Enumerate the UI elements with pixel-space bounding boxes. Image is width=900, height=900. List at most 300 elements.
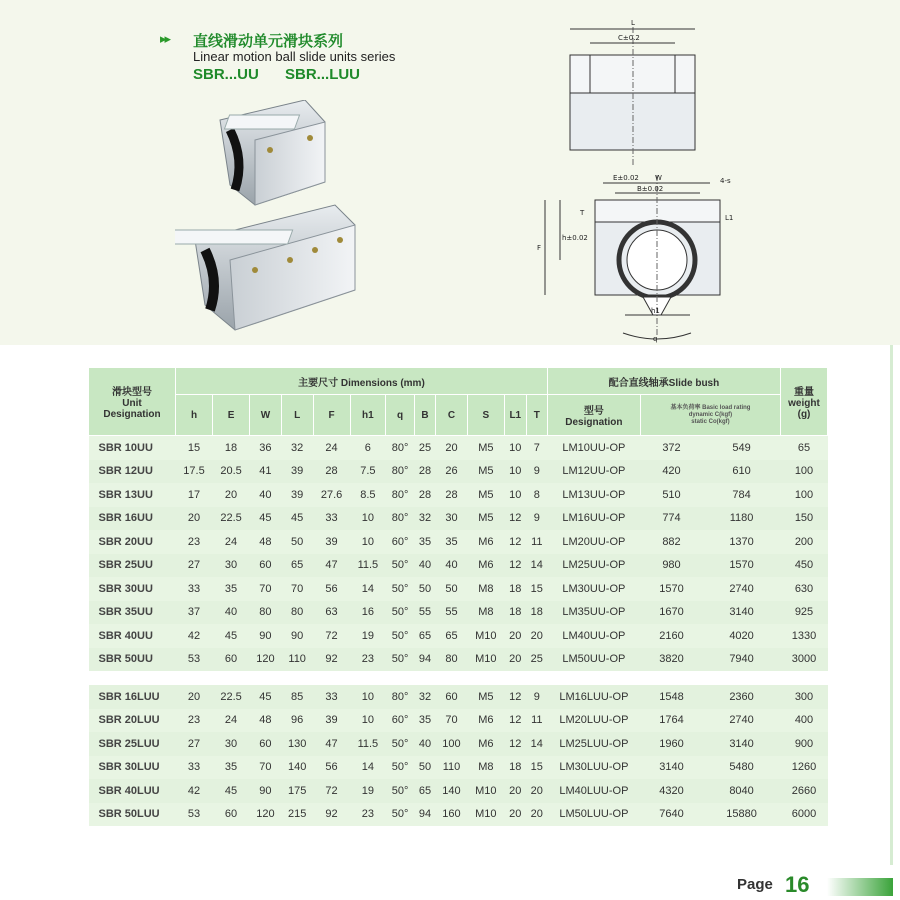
table-cell: LM30LUU-OP xyxy=(547,756,640,780)
table-cell: 63 xyxy=(313,601,350,625)
table-cell: 4020 xyxy=(703,624,781,648)
table-cell: 39 xyxy=(281,483,313,507)
table-cell: 72 xyxy=(313,624,350,648)
table-cell: 882 xyxy=(640,530,702,554)
table-cell: 90 xyxy=(281,624,313,648)
table-cell: 92 xyxy=(313,803,350,827)
table-cell: 42 xyxy=(176,624,213,648)
col-model xyxy=(89,368,176,436)
table-row xyxy=(89,803,828,827)
table-cell: M5 xyxy=(467,507,504,531)
table-cell: 20 xyxy=(176,685,213,709)
table-cell: LM20UU-OP xyxy=(547,530,640,554)
table-cell: 55 xyxy=(414,601,435,625)
table-cell: 450 xyxy=(781,554,828,578)
table-cell: 26 xyxy=(436,460,468,484)
table-cell: 32 xyxy=(414,507,435,531)
bush-header: 配合直线轴承Slide bush xyxy=(547,368,780,395)
col-dim-5: h1 xyxy=(350,395,386,436)
cell-model: SBR 50LUU xyxy=(89,803,176,827)
table-cell: 3140 xyxy=(703,601,781,625)
table-cell: 30 xyxy=(213,732,250,756)
table-cell: 40 xyxy=(436,554,468,578)
table-cell: 15 xyxy=(176,436,213,460)
table-cell: LM12UU-OP xyxy=(547,460,640,484)
col-model-en-1: Unit xyxy=(122,398,142,409)
table-cell: 35 xyxy=(414,709,435,733)
table-cell: 100 xyxy=(781,460,828,484)
table-cell: 3140 xyxy=(640,756,702,780)
table-cell: 35 xyxy=(213,756,250,780)
table-cell: 20 xyxy=(176,507,213,531)
table-cell: 45 xyxy=(250,685,282,709)
table-cell: 120 xyxy=(250,648,282,672)
table-cell: 65 xyxy=(281,554,313,578)
table-cell: 11.5 xyxy=(350,554,386,578)
table-cell: 41 xyxy=(250,460,282,484)
table-row xyxy=(89,648,828,672)
table-cell: 6000 xyxy=(781,803,828,827)
table-row xyxy=(89,709,828,733)
table-cell: 18 xyxy=(504,577,526,601)
col-weight-unit: (g) xyxy=(797,409,811,420)
dim-B: B±0.02 xyxy=(637,185,664,193)
cell-model: SBR 40LUU xyxy=(89,779,176,803)
table-cell: 7940 xyxy=(703,648,781,672)
table-cell: 96 xyxy=(281,709,313,733)
col-dim-6: q xyxy=(386,395,415,436)
table-cell: 19 xyxy=(350,624,386,648)
table-cell: 1260 xyxy=(781,756,828,780)
table-cell: 27.6 xyxy=(313,483,350,507)
table-cell: 900 xyxy=(781,732,828,756)
table-cell: 11 xyxy=(526,530,547,554)
cell-model: SBR 25LUU xyxy=(89,732,176,756)
table-cell: 630 xyxy=(781,577,828,601)
table-cell: 60° xyxy=(386,530,415,554)
group-spacer xyxy=(89,671,828,685)
load-rating-label: 基本负荷率 Basic load rating xyxy=(670,404,751,411)
table-cell: LM35UU-OP xyxy=(547,601,640,625)
table-cell: 20 xyxy=(504,803,526,827)
table-cell: 20 xyxy=(504,779,526,803)
cell-model: SBR 10UU xyxy=(89,436,176,460)
table-cell: 130 xyxy=(281,732,313,756)
table-cell: 40 xyxy=(414,554,435,578)
table-cell: 50 xyxy=(414,577,435,601)
table-cell: 60 xyxy=(436,685,468,709)
table-cell: 33 xyxy=(313,507,350,531)
table-cell: 42 xyxy=(176,779,213,803)
cell-model: SBR 20LUU xyxy=(89,709,176,733)
spec-table-container xyxy=(88,367,828,826)
table-cell: 2660 xyxy=(781,779,828,803)
table-cell: 784 xyxy=(703,483,781,507)
table-cell: 90 xyxy=(250,624,282,648)
table-cell: 100 xyxy=(781,483,828,507)
cell-model: SBR 35UU xyxy=(89,601,176,625)
table-cell: 65 xyxy=(414,624,435,648)
table-cell: 11 xyxy=(526,709,547,733)
table-cell: 14 xyxy=(350,756,386,780)
table-cell: 80 xyxy=(436,648,468,672)
table-cell: 17.5 xyxy=(176,460,213,484)
table-cell: 3820 xyxy=(640,648,702,672)
dims-header: 主要尺寸 Dimensions (mm) xyxy=(176,368,548,395)
page-decor-bar xyxy=(827,878,893,896)
table-cell: 4320 xyxy=(640,779,702,803)
table-cell: 10 xyxy=(350,507,386,531)
table-cell: M8 xyxy=(467,577,504,601)
table-cell: 36 xyxy=(250,436,282,460)
cell-model: SBR 50UU xyxy=(89,648,176,672)
table-cell: M6 xyxy=(467,554,504,578)
table-cell: 53 xyxy=(176,648,213,672)
table-cell: 7 xyxy=(526,436,547,460)
page-footer xyxy=(735,872,895,898)
table-cell: 27 xyxy=(176,732,213,756)
table-cell: 50° xyxy=(386,732,415,756)
table-cell: 20 xyxy=(436,436,468,460)
table-cell: 18 xyxy=(526,601,547,625)
table-cell: M6 xyxy=(467,530,504,554)
cell-model: SBR 30UU xyxy=(89,577,176,601)
table-cell: LM20LUU-OP xyxy=(547,709,640,733)
dim-L: L xyxy=(631,19,635,27)
table-cell: 925 xyxy=(781,601,828,625)
table-cell: LM50LUU-OP xyxy=(547,803,640,827)
product-photos xyxy=(175,100,395,340)
table-cell: 45 xyxy=(250,507,282,531)
table-cell: 27 xyxy=(176,554,213,578)
col-bush-model-cn: 型号 xyxy=(583,406,604,417)
page-label: Page xyxy=(737,876,773,893)
group-spacer-cell xyxy=(89,671,828,685)
table-cell: 94 xyxy=(414,648,435,672)
table-cell: 80° xyxy=(386,483,415,507)
table-cell: 549 xyxy=(703,436,781,460)
table-cell: 1570 xyxy=(640,577,702,601)
table-cell: 70 xyxy=(281,577,313,601)
long-slide-unit-image xyxy=(175,205,355,330)
table-cell: 1670 xyxy=(640,601,702,625)
table-cell: 50 xyxy=(436,577,468,601)
table-cell: 50° xyxy=(386,577,415,601)
table-cell: 10 xyxy=(504,460,526,484)
table-cell: 10 xyxy=(350,709,386,733)
table-cell: M6 xyxy=(467,709,504,733)
table-cell: 30 xyxy=(436,507,468,531)
col-dim-11: T xyxy=(526,395,547,436)
table-cell: 50° xyxy=(386,624,415,648)
col-model-cn: 滑块型号 xyxy=(112,387,152,398)
table-cell: 48 xyxy=(250,530,282,554)
table-cell: 60 xyxy=(250,732,282,756)
col-weight xyxy=(781,368,828,436)
table-cell: 20 xyxy=(213,483,250,507)
table-cell: 10 xyxy=(350,685,386,709)
table-cell: 60 xyxy=(250,554,282,578)
table-cell: 65 xyxy=(436,624,468,648)
col-weight-cn: 重量 xyxy=(794,387,814,398)
table-cell: 56 xyxy=(313,756,350,780)
col-dim-0: h xyxy=(176,395,213,436)
table-cell: 35 xyxy=(414,530,435,554)
table-cell: 2160 xyxy=(640,624,702,648)
table-cell: 24 xyxy=(213,530,250,554)
table-cell: LM25UU-OP xyxy=(547,554,640,578)
table-cell: 12 xyxy=(504,530,526,554)
table-cell: 80 xyxy=(281,601,313,625)
cell-model: SBR 30LUU xyxy=(89,756,176,780)
table-cell: 15 xyxy=(526,756,547,780)
table-cell: 50 xyxy=(281,530,313,554)
cell-model: SBR 40UU xyxy=(89,624,176,648)
label-4s: 4-s xyxy=(720,177,731,185)
table-cell: 510 xyxy=(640,483,702,507)
table-cell: 25 xyxy=(526,648,547,672)
table-cell: 12 xyxy=(504,507,526,531)
table-row xyxy=(89,554,828,578)
table-cell: 110 xyxy=(436,756,468,780)
table-cell: 33 xyxy=(176,577,213,601)
table-cell: M8 xyxy=(467,756,504,780)
table-cell: 9 xyxy=(526,460,547,484)
table-cell: 19 xyxy=(350,779,386,803)
col-dim-3: L xyxy=(281,395,313,436)
table-cell: 140 xyxy=(281,756,313,780)
table-cell: 12 xyxy=(504,554,526,578)
double-arrow-icon: ▸▸ xyxy=(160,32,170,47)
top-view-drawing xyxy=(570,19,695,165)
table-cell: 45 xyxy=(213,779,250,803)
table-cell: 65 xyxy=(781,436,828,460)
table-cell: 12 xyxy=(504,732,526,756)
table-cell: LM16UU-OP xyxy=(547,507,640,531)
table-cell: 300 xyxy=(781,685,828,709)
table-cell: M10 xyxy=(467,648,504,672)
col-bush-model-en: Designation xyxy=(565,417,623,428)
table-cell: 200 xyxy=(781,530,828,554)
table-cell: 8.5 xyxy=(350,483,386,507)
table-cell: 60 xyxy=(213,803,250,827)
table-cell: 50° xyxy=(386,601,415,625)
front-view-drawing xyxy=(537,174,733,343)
table-cell: 45 xyxy=(213,624,250,648)
cell-model: SBR 25UU xyxy=(89,554,176,578)
dim-E: E±0.02 xyxy=(613,174,639,182)
table-cell: M6 xyxy=(467,732,504,756)
table-cell: 33 xyxy=(313,685,350,709)
table-cell: LM30UU-OP xyxy=(547,577,640,601)
table-cell: 1330 xyxy=(781,624,828,648)
dim-F: F xyxy=(537,244,542,252)
table-cell: 39 xyxy=(281,460,313,484)
table-cell: 215 xyxy=(281,803,313,827)
table-cell: 33 xyxy=(176,756,213,780)
table-cell: 420 xyxy=(640,460,702,484)
table-cell: 28 xyxy=(313,460,350,484)
table-cell: 60° xyxy=(386,709,415,733)
col-weight-en: weight xyxy=(788,398,820,409)
table-row xyxy=(89,530,828,554)
table-cell: 1570 xyxy=(703,554,781,578)
dim-L1: L1 xyxy=(725,214,734,222)
table-cell: 6 xyxy=(350,436,386,460)
model-series-luu: SBR...LUU xyxy=(285,66,361,83)
short-slide-unit-image xyxy=(220,100,325,205)
table-cell: 2360 xyxy=(703,685,781,709)
table-cell: 80° xyxy=(386,685,415,709)
table-cell: 7640 xyxy=(640,803,702,827)
table-cell: 85 xyxy=(281,685,313,709)
technical-drawing xyxy=(515,15,735,345)
table-cell: 23 xyxy=(350,803,386,827)
table-cell: 80 xyxy=(250,601,282,625)
table-cell: 40 xyxy=(250,483,282,507)
cell-model: SBR 16UU xyxy=(89,507,176,531)
table-cell: 10 xyxy=(350,530,386,554)
table-cell: 9 xyxy=(526,507,547,531)
table-cell: 56 xyxy=(313,577,350,601)
table-cell: 20 xyxy=(504,648,526,672)
cell-model: SBR 16LUU xyxy=(89,685,176,709)
table-cell: 24 xyxy=(213,709,250,733)
side-divider xyxy=(890,345,893,865)
title-chinese: 直线滑动单元滑块系列 xyxy=(193,32,344,50)
table-cell: 15880 xyxy=(703,803,781,827)
table-cell: 8040 xyxy=(703,779,781,803)
col-dim-1: E xyxy=(213,395,250,436)
col-bush-model xyxy=(547,395,640,436)
table-cell: M5 xyxy=(467,436,504,460)
table-cell: 60 xyxy=(213,648,250,672)
table-row xyxy=(89,685,828,709)
table-cell: 18 xyxy=(504,601,526,625)
dim-q: q xyxy=(653,335,658,343)
table-cell: 72 xyxy=(313,779,350,803)
table-cell: M10 xyxy=(467,779,504,803)
table-cell: 80° xyxy=(386,507,415,531)
cell-model: SBR 13UU xyxy=(89,483,176,507)
table-cell: 23 xyxy=(176,530,213,554)
title-english: Linear motion ball slide units series xyxy=(193,49,396,64)
col-dim-10: L1 xyxy=(504,395,526,436)
table-cell: 28 xyxy=(436,483,468,507)
table-cell: 70 xyxy=(436,709,468,733)
col-dim-8: C xyxy=(436,395,468,436)
model-series-uu: SBR...UU xyxy=(193,66,259,83)
table-cell: 18 xyxy=(213,436,250,460)
top-section xyxy=(0,0,900,345)
table-cell: 53 xyxy=(176,803,213,827)
sub-header-row xyxy=(89,395,828,436)
table-cell: 1764 xyxy=(640,709,702,733)
page-number: 16 xyxy=(785,872,810,897)
table-cell: LM40LUU-OP xyxy=(547,779,640,803)
dim-h1: h1 xyxy=(651,307,660,315)
table-cell: 3000 xyxy=(781,648,828,672)
dim-W: W xyxy=(655,174,662,182)
table-cell: 24 xyxy=(313,436,350,460)
table-row xyxy=(89,756,828,780)
table-cell: 1960 xyxy=(640,732,702,756)
table-cell: 37 xyxy=(176,601,213,625)
table-cell: M10 xyxy=(467,624,504,648)
table-cell: 80° xyxy=(386,460,415,484)
table-cell: 40 xyxy=(213,601,250,625)
table-cell: 15 xyxy=(526,577,547,601)
col-dim-7: B xyxy=(414,395,435,436)
table-cell: 8 xyxy=(526,483,547,507)
model-series xyxy=(193,66,382,83)
table-row xyxy=(89,601,828,625)
table-cell: 50 xyxy=(414,756,435,780)
table-cell: 10 xyxy=(504,436,526,460)
table-cell: 50° xyxy=(386,756,415,780)
table-cell: 3140 xyxy=(703,732,781,756)
table-cell: LM25LUU-OP xyxy=(547,732,640,756)
table-cell: 20 xyxy=(526,779,547,803)
table-cell: M5 xyxy=(467,483,504,507)
table-row xyxy=(89,460,828,484)
table-cell: 40 xyxy=(414,732,435,756)
table-cell: 45 xyxy=(281,507,313,531)
table-row xyxy=(89,436,828,460)
table-cell: 14 xyxy=(526,554,547,578)
table-cell: 22.5 xyxy=(213,507,250,531)
col-load-rating xyxy=(640,395,780,436)
table-cell: 80° xyxy=(386,436,415,460)
table-cell: 30 xyxy=(213,554,250,578)
col-dim-9: S xyxy=(467,395,504,436)
table-cell: 50° xyxy=(386,554,415,578)
table-row xyxy=(89,577,828,601)
table-cell: 10 xyxy=(504,483,526,507)
table-cell: 400 xyxy=(781,709,828,733)
table-cell: 18 xyxy=(504,756,526,780)
col-dim-4: F xyxy=(313,395,350,436)
table-cell: 16 xyxy=(350,601,386,625)
table-cell: M8 xyxy=(467,601,504,625)
table-cell: 92 xyxy=(313,648,350,672)
table-cell: 12 xyxy=(504,709,526,733)
table-cell: 372 xyxy=(640,436,702,460)
table-cell: 100 xyxy=(436,732,468,756)
table-cell: 175 xyxy=(281,779,313,803)
table-cell: 140 xyxy=(436,779,468,803)
table-cell: 22.5 xyxy=(213,685,250,709)
table-cell: 610 xyxy=(703,460,781,484)
table-cell: 25 xyxy=(414,436,435,460)
table-cell: 20 xyxy=(526,803,547,827)
table-cell: 5480 xyxy=(703,756,781,780)
table-cell: 32 xyxy=(414,685,435,709)
table-cell: 1370 xyxy=(703,530,781,554)
table-cell: 14 xyxy=(350,577,386,601)
table-cell: 120 xyxy=(250,803,282,827)
table-cell: 980 xyxy=(640,554,702,578)
table-cell: 2740 xyxy=(703,709,781,733)
table-cell: 2740 xyxy=(703,577,781,601)
table-cell: 28 xyxy=(414,483,435,507)
table-cell: 47 xyxy=(313,554,350,578)
table-row xyxy=(89,483,828,507)
table-cell: LM50UU-OP xyxy=(547,648,640,672)
table-cell: 47 xyxy=(313,732,350,756)
spec-table-body xyxy=(89,436,828,827)
spec-table xyxy=(88,367,828,826)
